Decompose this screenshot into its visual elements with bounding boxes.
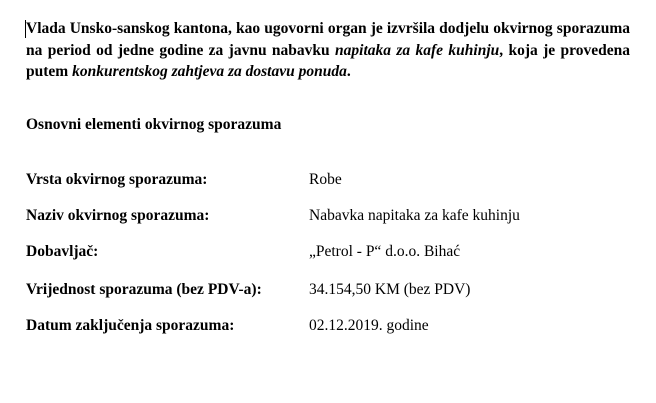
- detail-label: Vrsta okvirnog sporazuma:: [26, 171, 208, 188]
- detail-value: „Petrol - P“ d.o.o. Bihać: [309, 243, 461, 260]
- detail-row-supplier: [26, 243, 630, 263]
- intro-italic-procedure: konkurentskog zahtjeva za dostavu ponuda: [72, 63, 347, 80]
- intro-text-part-1: Vlada Unsko-sanskog kantona, kao ugovorni organ je izvršila dodjelu okvirnog sporazuma na period od jedne godine za javnu nabavku: [26, 20, 630, 59]
- detail-label: Naziv okvirnog sporazuma:: [26, 207, 210, 224]
- intro-italic-subject: napitaka za kafe kuhinju: [335, 41, 500, 59]
- detail-row-agreement-value: [26, 281, 630, 301]
- detail-label: Vrijednost sporazuma (bez PDV-a):: [26, 281, 262, 298]
- detail-label: Datum zaključenja sporazuma:: [26, 317, 235, 334]
- detail-value: 34.154,50 KM (bez PDV): [309, 281, 471, 298]
- intro-paragraph: [26, 18, 630, 83]
- detail-row-conclusion-date: [26, 317, 630, 337]
- intro-text-part-3: .: [346, 63, 351, 80]
- detail-row-agreement-name: [26, 207, 630, 227]
- detail-value: Robe: [309, 171, 342, 188]
- detail-row-agreement-type: [26, 171, 630, 191]
- detail-value: Nabavka napitaka za kafe kuhinju: [309, 207, 520, 224]
- section-heading: Osnovni elementi okvirnog sporazuma: [26, 116, 282, 133]
- detail-label: Dobavljač:: [26, 243, 99, 260]
- intro-text-part-2: , koja je provedena putem: [26, 41, 630, 80]
- detail-value: 02.12.2019. godine: [309, 317, 429, 334]
